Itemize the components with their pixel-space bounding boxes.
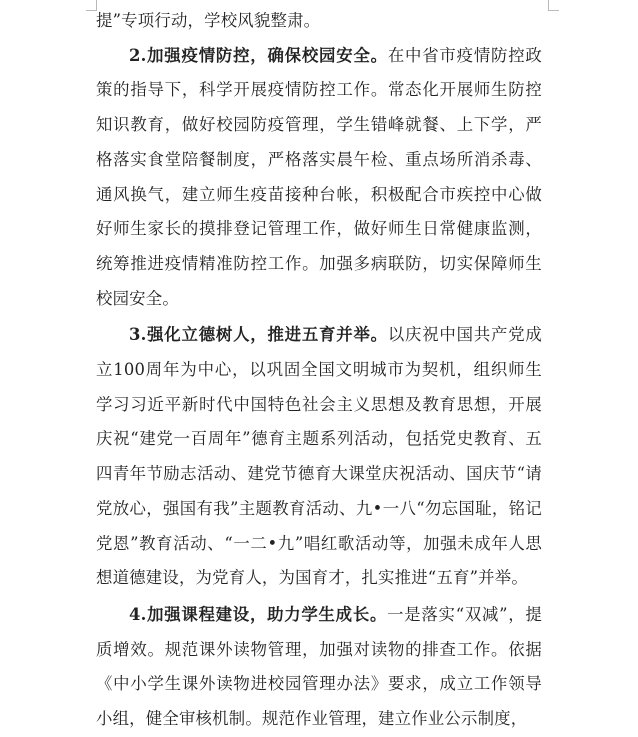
margin-corner-mark-right xyxy=(548,0,559,11)
intro-line: 提”专项行动，学校风貌整肃。 xyxy=(96,11,321,30)
section-4-paragraph xyxy=(96,598,542,737)
section-3-heading: 3.强化立德树人，推进五育并举。 xyxy=(129,325,388,345)
document-body xyxy=(96,4,542,737)
section-2-paragraph xyxy=(96,39,542,317)
section-3-body: 以庆祝中国共产党成立100周年为中心，以巩固全国文明城市为契机，组织师生学习习近平新时代中国特色社会主义思想及教育思想，开展庆祝“建党一百周年”德育主题系列活动，包括党史教育、五四青年节励志活动、建党节德育大课堂庆祝活动、国庆节“请党放心，强国有我”主题教育活动、九•一八“勿忘国耻，铭记党恩”教育活动、“一二•九”唱红歌活动等，加强未成年人思想道德建设，为党育人，为国育才，扎实推进“五育”并举。 xyxy=(96,325,542,588)
section-4-heading: 4.加强课程建设，助力学生成长。 xyxy=(129,604,388,624)
section-3-paragraph xyxy=(96,318,542,596)
section-4-body: 一是落实“双减”，提质增效。规范课外读物管理，加强对读物的排查工作。依据《中小学生课外读物进校园管理办法》要求，成立工作领导小组，健全审核机制。规范作业管理，建立作业公示制度， xyxy=(96,604,542,729)
section-2-body: 在中省市疫情防控政策的指导下，科学开展疫情防控工作。常态化开展师生防控知识教育，做好校园防疫管理，学生错峰就餐、上下学，严格落实食堂陪餐制度，严格落实晨午检、重点场所消杀毒、通风换气，建立师生疫苗接种台帐，积极配合市疾控中心做好师生家长的摸排登记管理工作，做好师生日常健康监测，统筹推进疫情精准防控工作。加强多病联防，切实保障师生校园安全。 xyxy=(96,45,542,308)
section-2-heading: 2.加强疫情防控，确保校园安全。 xyxy=(129,45,388,65)
